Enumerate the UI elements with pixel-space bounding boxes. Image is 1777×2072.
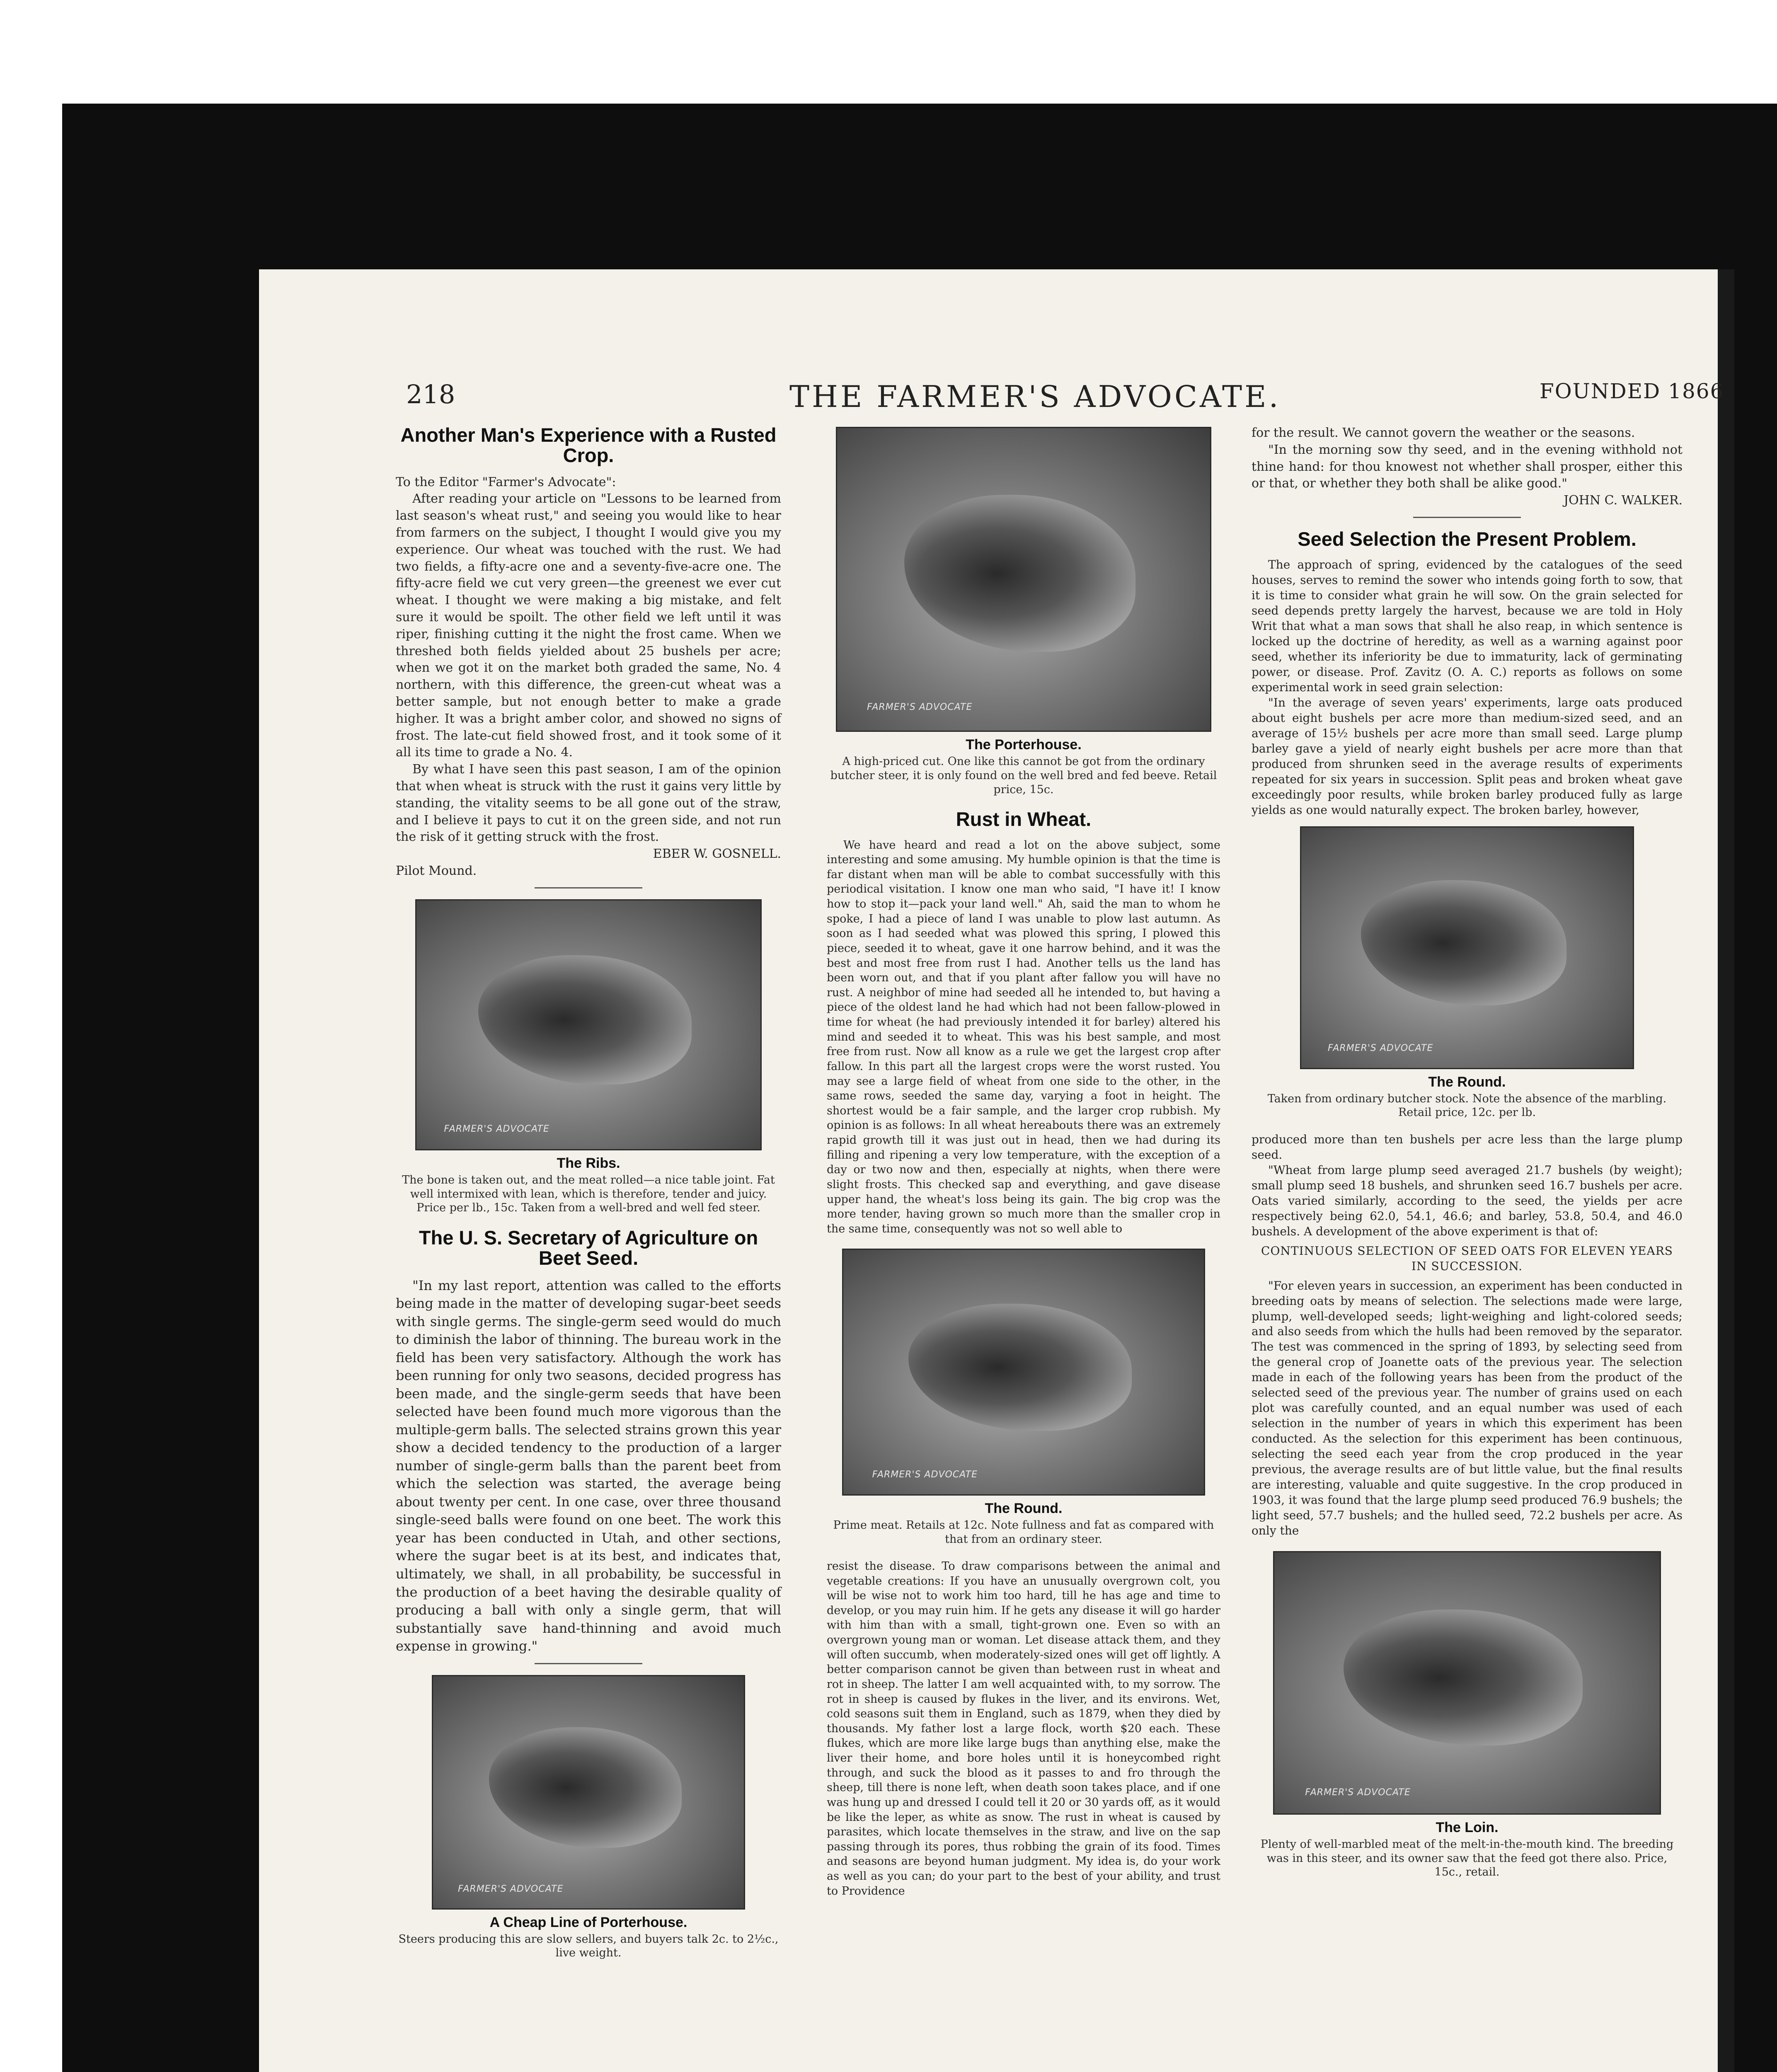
column-right [1252, 425, 1683, 1892]
caption-title: The Ribs. [557, 1155, 620, 1171]
divider-rule [535, 887, 642, 888]
article-paragraph: "In the average of seven years' experiments, large oats produced about eight bushels per acre more than medium-sized seed, and an average of 15½ bushels per acre more than small seed. Large plump barley gave a yield of nearly eight bushels per acre more than that produced from shrunken seed in the average results of experiments repeated for six years in succession. Split peas and broken wheat gave exceedingly poor results, while broken barley produced fully as large yields as one would naturally expect. The broken barley, however, [1252, 695, 1683, 817]
article-paragraph: "Wheat from large plump seed averaged 21.7 bushels (by weight); small plump seed 18 bushels, and shrunken seed 16.7 bushels per acre. Oats varied similarly, according to the seed, the yields per acre respectively being 62.0, 54.1, 46.6; and barley, 53.8, 50.4, and 46.0 bushels. A development of the above experiment is that of: [1252, 1163, 1683, 1238]
caption-text: A high-priced cut. One like this cannot be got from the ordinary butcher steer, it is only found on the well bred and fed beeve. Retail price, 15c. [830, 755, 1217, 796]
article-paragraph: The approach of spring, evidenced by the catalogues of the seed houses, serves to remind the sower who intends going forth to sow, that it is time to consider what grain he will sow. On the grain selected for seed depends pretty largely the harvest, because we are told in Holy Writ that what a man sows that shall he also reap, in which sentence is locked up the doctrine of heredity, as well as a warning against poor seed, whether its inferiority be due to immaturity, lack of germinating power, or disease. Prof. Zavitz (O. A. C.) reports as follows on some experimental work in seed grain selection: [1252, 558, 1683, 694]
article-paragraph: By what I have seen this past season, I am of the opinion that when wheat is struck with the rust it gains very little by standing, the vitality seems to be all gone out of the straw, and I believe it pays to cut it on the green side, and not run the risk of it getting struck with the frost. [396, 762, 781, 845]
article-paragraph: We have heard and read a lot on the above subject, some interesting and some amusing. My humble opinion is that the time is far distant when man will be able to combat successfully with this periodical visitation. I know one man who said, "I have it! I know how to stop it—pack your land well." Ah, said the man to whom he spoke, I had a piece of land I was unable to plow last autumn. As soon as I had seeded what was plowed this spring, I plowed this piece, seeded it to wheat, gave it one harrow behind, and it was the best and most free from rust I had. Another tells us the land has been worn out, and that if you plant after fallow you will have no rust. A neighbor of mine had seeded all he intended to, but having a piece of the oldest land he had which had not been fallow-plowed in time for wheat (he had previously intended it for barley) altered his mind and seeded it to wheat. This was his best sample, and most free from rust. Now all know as a rule we get the largest crop after fallow. In this part all the largest crops were the worst rusted. You may see a large field of wheat from one side to the other, in the same rows, seeded the same day, varying a foot in height. The shortest would be a fair sample, and the larger crop rubbish. My opinion is as follows: In all wheat hereabouts there was an extremely rapid growth till it was just out in head, then we had during its filling and ripening a very low temperature, with the exception of a day or two now and then, especially at nights, when there were slight frosts. This checked sap and everything, and gave disease upper hand, the wheat's loss being its gain. The big crop was the more tender, having grown so much more than the smaller crop in the same time, consequently was not so well able to [827, 838, 1220, 1235]
caption-text: The bone is taken out, and the meat rolled—a nice table joint. Fat well intermixed with lean, which is therefore, tender and juicy. Price per lb., 15c. Taken from a well-bred and well fed steer. [402, 1173, 775, 1215]
article-paragraph: After reading your article on "Lessons to be learned from last season's wheat rust," and seeing you would like to hear from farmers on the subject, I thought I would give you my experience. Our wheat was touched with the rust. We had two fields, a fifty-acre one and a seventy-five-acre one. The fifty-acre field we cut very green—the greenest we ever cut wheat. I thought we were making a big mistake, and felt sure it would be spoilt. The other field we left until it was riper, finishing cutting it the night the frost came. When we threshed both fields yielded about 25 bushels per acre; when we got it on the market both graded the same, No. 4 northern, with this difference, the green-cut wheat was a better sample, but not enough better to make a grade higher. It was a bright amber color, and showed no signs of frost. The late-cut field showed frost, and it took some of it all its time to grade a No. 4. [396, 491, 781, 760]
caption-text: Prime meat. Retails at 12c. Note fullness and fat as compared with that from an ordinary steer. [833, 1519, 1214, 1546]
photo-watermark: FARMER'S ADVOCATE [1328, 1043, 1433, 1053]
meat-cut-image [489, 1727, 682, 1848]
newspaper-page [259, 269, 1734, 2072]
caption-title: The Round. [985, 1501, 1063, 1517]
photo-watermark: FARMER'S ADVOCATE [444, 1123, 550, 1134]
photo-porterhouse [836, 427, 1211, 732]
meat-cut-image [904, 495, 1135, 652]
column-middle [827, 425, 1220, 1898]
caption-title: The Round. [1428, 1074, 1506, 1090]
author-signature: EBER W. GOSNELL. [653, 847, 781, 862]
caption-title: A Cheap Line of Porterhouse. [489, 1914, 688, 1930]
photo-watermark: FARMER'S ADVOCATE [872, 1469, 978, 1480]
caption-title: The Loin. [1436, 1819, 1499, 1835]
article-paragraph: "For eleven years in succession, an experiment has been conducted in breeding oats by means of selection. The selections made were large, plump, well-developed seeds; light-weighing and light-colored seeds; and also seeds from which the hulls had been removed by the separator. The test was commenced in the spring of 1893, by selecting seed from the general crop of Joanette oats of the previous year. The selection made in each of the following years has been from the product of the selected seed of the previous year. The number of grains used on each plot was carefully counted, and an equal number was used of each selection in the number of years in which this experiment has been conducted. As the selection for this experiment has been continuous, selecting the seed each year from the crop produced in the year previous, the average results are of but little value, but the final results are interesting, valuable and quite suggestive. In the crop produced in 1903, it was found that the large plump seed produced 76.9 bushels; the light seed, 57.7 bushels; and the hulled seed, 72.2 bushels per acre. As only the [1252, 1278, 1683, 1537]
divider-rule [535, 1663, 642, 1664]
section-subhead: CONTINUOUS SELECTION OF SEED OATS FOR ELEVEN YEARS IN SUCCESSION. [1261, 1244, 1673, 1273]
column-left [396, 425, 781, 1973]
article-title: Rust in Wheat. [956, 808, 1092, 830]
photo-watermark: FARMER'S ADVOCATE [867, 702, 973, 713]
photo-loin [1273, 1551, 1661, 1815]
meat-cut-image [1344, 1610, 1583, 1745]
page-binding-shadow [1718, 269, 1734, 2072]
article-title: Seed Selection the Present Problem. [1298, 528, 1637, 550]
article-continuation: resist the disease. To draw comparisons between the animal and vegetable creations: If you have an unusually overgrown colt, you will be wise not to work him too hard, till he has age and time to develop, or you may ruin him. If he gets any disease it will go harder with him than with a small, tight-grown one. Even so with an overgrown young man or woman. Let disease attack them, and they will often succumb, when moderately-sized ones will get off lightly. A better comparison cannot be given than between rust in wheat and rot in sheep. The latter I am well acquainted with, to my sorrow. The rot in sheep is caused by flukes in the liver, and its environs. Wet, cold seasons suit them in England, such as 1879, when they died by thousands. My father lost a large flock, worth $20 each. These flukes, which are more like large bugs than anything else, make the liver their home, and bore holes until it is honeycombed right through, and suck the blood as it passes to and fro through the sheep, till there is none left, when death soon takes place, and if one was hung up and dressed I could tell it 20 or 30 yards off, as it would be like the leper, as white as snow. The rust in wheat is caused by parasites, which locate themselves in the straw, and live on the sap passing through its pores, thus robbing the grain of its food. Times and seasons are beyond human judgment. My idea is, do your work as well as you can; do your part to the best of your ability, and trust to Providence [827, 1559, 1220, 1898]
article-paragraph: for the result. We cannot govern the weather or the seasons. [1252, 426, 1635, 440]
masthead-title: THE FARMER'S ADVOCATE. [789, 379, 1281, 414]
caption-text: Taken from ordinary butcher stock. Note the absence of the marbling. Retail price, 12c. per lb. [1267, 1092, 1667, 1119]
article-continuation: produced more than ten bushels per acre less than the large plump seed. [1252, 1133, 1683, 1162]
author-signature: JOHN C. WALKER. [1564, 493, 1683, 508]
founded-year: FOUNDED 1866 [1540, 379, 1724, 403]
caption-title: The Porterhouse. [966, 737, 1082, 753]
article-paragraph: "In the morning sow thy seed, and in the evening withhold not thine hand: for thou knowest not whether shall prosper, either this or that, or whether they both shall be alike good." [1252, 442, 1683, 491]
meat-cut-image [478, 955, 692, 1084]
photo-round-prime [842, 1249, 1205, 1496]
article-title: Another Man's Experience with a Rusted Crop. [400, 424, 777, 467]
photo-watermark: FARMER'S ADVOCATE [458, 1883, 564, 1894]
page-number: 218 [406, 379, 455, 409]
article-title: The U. S. Secretary of Agriculture on Beet Seed. [419, 1227, 758, 1269]
article-paragraph: "In my last report, attention was called to the efforts being made in the matter of developing sugar-beet seeds with single germs. The single-germ seed would do much to diminish the labor of thinning. The bureau work in the field has been very satisfactory. Although the work has been running for only two seasons, decided progress has been made, and the single-germ seeds that have been selected have been found much more vigorous than the multiple-germ balls. The selected strains grown this year show a decided tendency to the production of a larger number of single-germ balls than the parent beet from which the selection was started, the average being about twenty per cent. In one case, over three thousand single-seed balls were found on one beet. The work this year has been conducted in Utah, and other sections, where the sugar beet is at its best, and indicates that, ultimately, we shall, in all probability, be successful in the production of a beet having the desirable quality of producing a ball with only a single germ, that will substantially save hand-thinning and avoid much expense in growing." [396, 1277, 781, 1654]
photo-watermark: FARMER'S ADVOCATE [1305, 1787, 1411, 1798]
divider-rule [1413, 517, 1521, 518]
meat-cut-image [1361, 880, 1566, 1005]
meat-cut-image [908, 1304, 1132, 1431]
salutation: To the Editor "Farmer's Advocate": [396, 474, 616, 489]
photo-cheap-porterhouse [432, 1675, 745, 1910]
caption-text: Plenty of well-marbled meat of the melt-in-the-mouth kind. The breeding was in this steer, and its owner saw that the feed got there also. Price, 15c., retail. [1260, 1837, 1674, 1879]
photo-ribs [415, 899, 762, 1150]
caption-text: Steers producing this are slow sellers, and buyers talk 2c. to 2½c., live weight. [398, 1932, 779, 1960]
photo-round-ordinary [1300, 826, 1634, 1069]
dateline: Pilot Mound. [396, 864, 477, 879]
